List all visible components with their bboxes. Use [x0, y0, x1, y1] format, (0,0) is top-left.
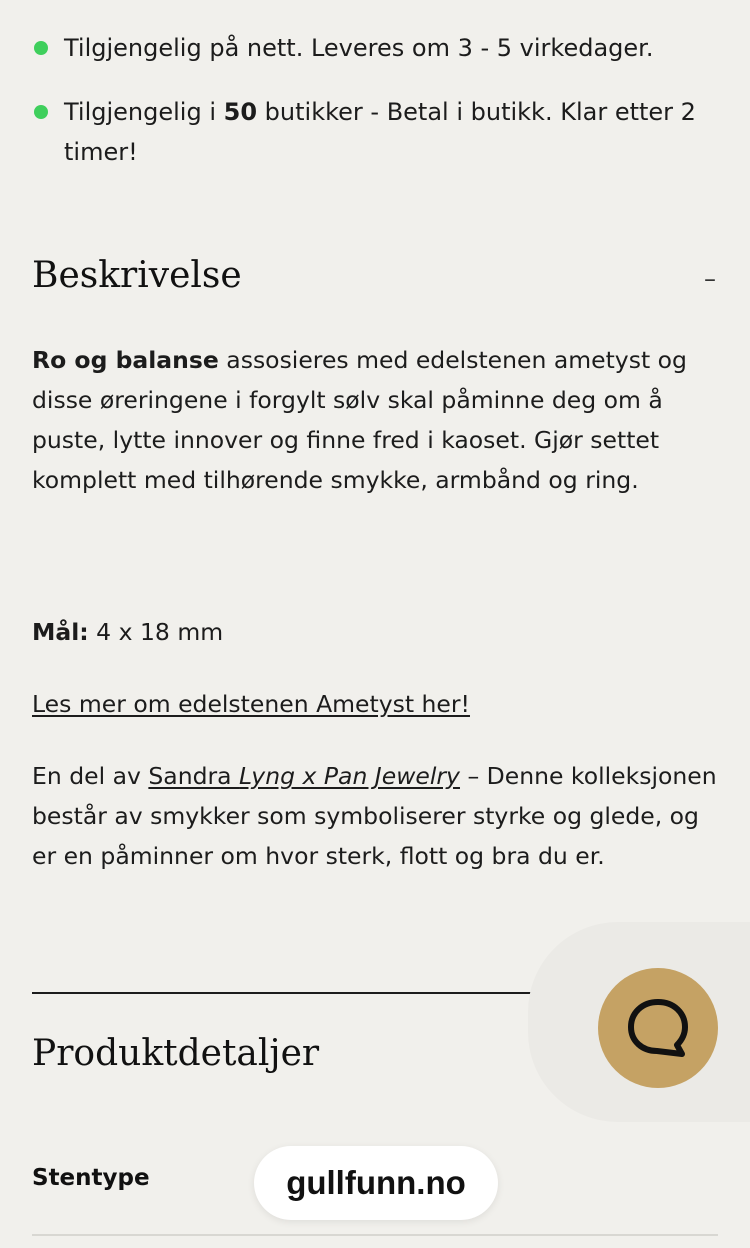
store-availability [32, 92, 712, 172]
status-dot-icon [34, 105, 48, 119]
size-label: Mål: [32, 618, 89, 646]
collection-description: – Denne kolleksjonen består av smykker som symboliserer styrke og glede, og er en påminner om hvor sterk, flott og bra du er. [32, 762, 717, 870]
chat-button[interactable] [598, 968, 718, 1088]
product-details-title[interactable]: Produktdetaljer [32, 1033, 320, 1074]
description-collapse-toggle[interactable]: – [704, 265, 716, 293]
collection-info [32, 756, 722, 876]
gem-info [32, 684, 722, 724]
description-intro-rest: assosieres med edelstenen ametyst og disse øreringene i forgylt sølv skal påminne deg om å puste, lytte innover og finne fred i kaoset. Gjør settet komplett med tilhørende smykke, armbånd og ring. [32, 346, 687, 494]
description-intro [32, 340, 722, 500]
collection-prefix: En del av [32, 762, 149, 790]
size-info [32, 612, 722, 652]
size-value: 4 x 18 mm [88, 618, 224, 646]
chat-bubble-icon [626, 996, 690, 1060]
gem-link[interactable]: Les mer om edelstenen Ametyst her! [32, 690, 470, 718]
detail-row-label-stentype: Stentype [32, 1165, 150, 1191]
watermark-badge: gullfunn.no [254, 1146, 498, 1220]
collection-link-part-b: Lyng x Pan Jewelry [239, 762, 460, 790]
collection-link-part-a: Sandra [148, 762, 240, 790]
store-availability-text [32, 92, 712, 172]
online-availability-text: Tilgjengelig på nett. Leveres om 3 - 5 virkedager. [64, 34, 654, 62]
store-count: 50 [223, 98, 258, 126]
description-intro-bold: Ro og balanse [32, 346, 219, 374]
store-availability-suffix: butikker - Betal i butikk. Klar etter 2 timer! [64, 98, 696, 166]
description-title[interactable]: Beskrivelse [32, 255, 242, 296]
detail-row-divider [32, 1234, 718, 1236]
online-availability [32, 28, 712, 68]
store-availability-prefix: Tilgjengelig i [64, 98, 224, 126]
status-dot-icon [34, 41, 48, 55]
collection-link[interactable] [148, 762, 460, 790]
